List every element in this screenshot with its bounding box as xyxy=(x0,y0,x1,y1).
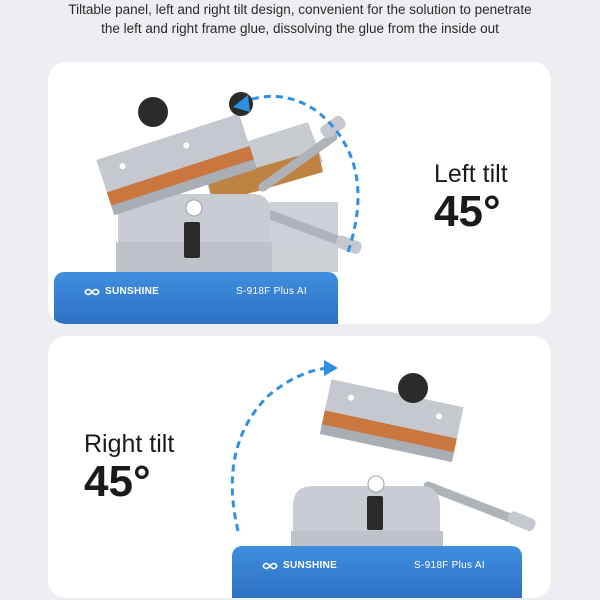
knob xyxy=(138,97,168,127)
device-base xyxy=(232,546,522,598)
left-tilt-angle: 45° xyxy=(434,187,501,236)
handle-rod xyxy=(428,486,537,532)
right-tilt-panel xyxy=(48,336,551,598)
brand xyxy=(262,560,337,571)
caption xyxy=(0,0,600,38)
main-body xyxy=(291,476,443,549)
brand-name: SUNSHINE xyxy=(105,286,160,297)
right-tilt-label: Right tilt xyxy=(84,430,175,458)
left-tilt-panel xyxy=(48,62,551,324)
model-name: S-918F Plus AI xyxy=(414,560,485,571)
brand-name: SUNSHINE xyxy=(283,560,338,571)
knob xyxy=(398,373,428,403)
model-name: S-918F Plus AI xyxy=(236,286,307,297)
device-base xyxy=(54,272,338,324)
caption-line-1: Tiltable panel, left and right tilt design, convenient for the solution to penetrate xyxy=(68,2,532,17)
left-tilt-text xyxy=(434,160,508,236)
caption-line-2: the left and right frame glue, dissolving the glue from the inside out xyxy=(101,21,499,36)
left-tilt-label: Left tilt xyxy=(434,160,508,188)
right-tilt-angle: 45° xyxy=(84,457,151,506)
brand xyxy=(84,286,159,297)
sunshine-logo-icon xyxy=(262,561,278,571)
tilted-plate xyxy=(320,379,464,462)
sunshine-logo-icon xyxy=(84,287,100,297)
right-tilt-text xyxy=(84,430,174,506)
